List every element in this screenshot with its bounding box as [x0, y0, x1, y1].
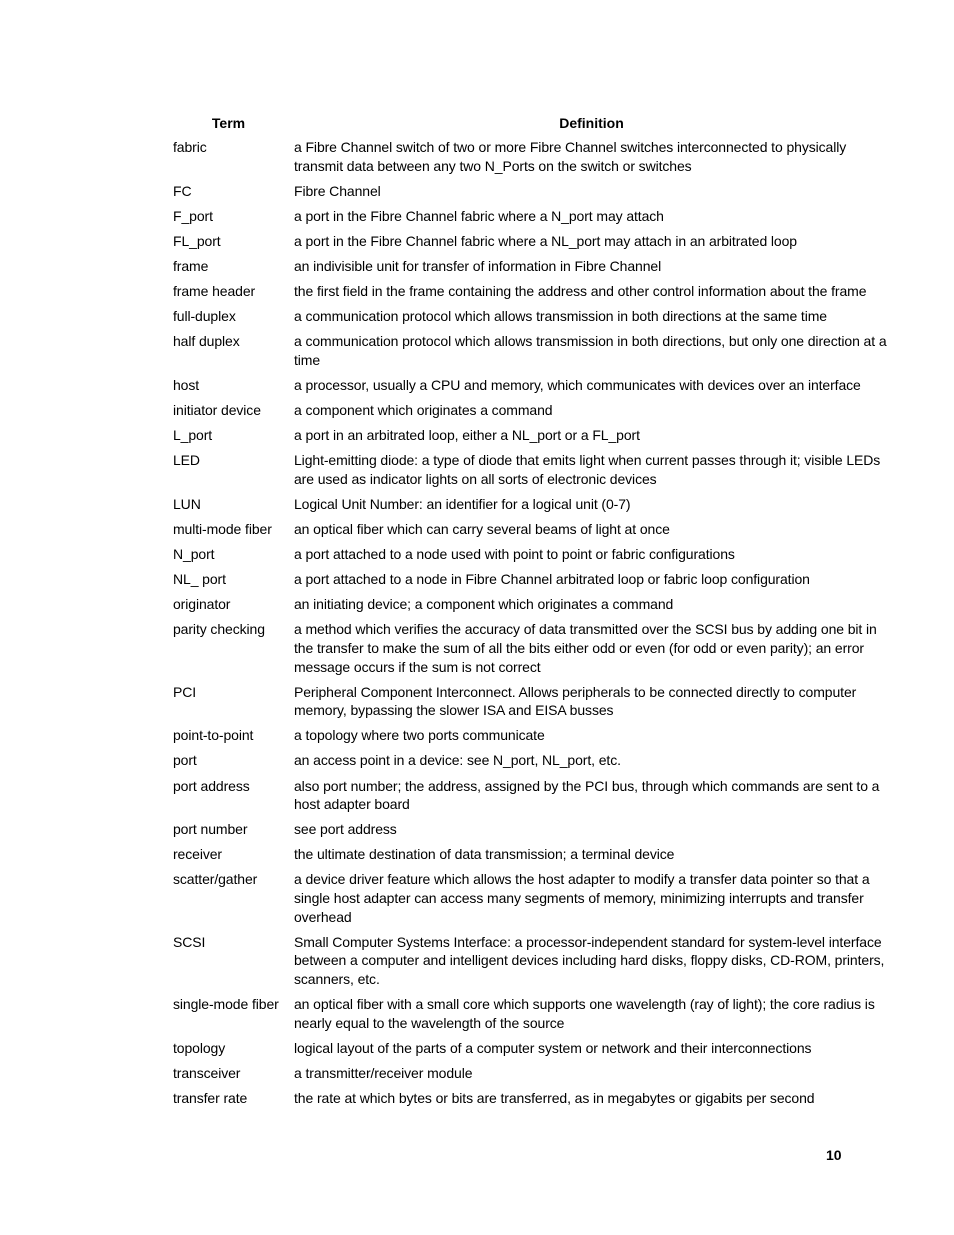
definition-cell: an optical fiber which can carry several beams of light at once [294, 521, 670, 537]
table-row [168, 932, 894, 994]
table-row [168, 450, 894, 494]
table-row [168, 619, 894, 681]
definition-cell: a communication protocol which allows transmission in both directions, but only one direction at a time [294, 333, 887, 368]
term-cell: FL_port [173, 232, 221, 249]
table-row [168, 819, 894, 844]
table-row [168, 1038, 894, 1063]
table-row [168, 776, 894, 820]
term-cell: topology [173, 1039, 226, 1056]
term-cell: NL_ port [173, 571, 226, 588]
definition-cell: a component which originates a command [294, 402, 553, 419]
definition-column-header: Definition [559, 115, 624, 131]
table-row [168, 682, 894, 726]
table-row [168, 844, 894, 869]
term-cell: N_port [173, 546, 215, 563]
term-cell: port number [173, 821, 248, 838]
table-row [168, 544, 894, 569]
definition-cell: the ultimate destination of data transmission; a terminal device [294, 846, 675, 863]
table-row [168, 750, 894, 775]
definition-cell: the rate at which bytes or bits are transferred, as in megabytes or gigabits per second [294, 1089, 815, 1106]
term-cell: initiator device [173, 402, 261, 419]
definition-cell: a communication protocol which allows transmission in both directions at the same time [294, 308, 827, 325]
term-cell: FC [173, 182, 192, 199]
term-cell: fabric [173, 139, 207, 155]
table-row [168, 375, 894, 400]
table-row [168, 281, 894, 306]
glossary-table-header [168, 112, 894, 137]
term-cell: single-mode fiber [173, 995, 279, 1012]
table-row [168, 256, 894, 281]
term-column-header: Term [211, 115, 246, 131]
definition-cell: a port in the Fibre Channel fabric where a N_port may attach [294, 207, 664, 224]
term-cell: port address [173, 777, 250, 794]
term-cell: host [173, 376, 200, 393]
definition-cell: an initiating device; a component which originates a command [294, 596, 674, 613]
term-cell: originator [173, 596, 231, 613]
term-cell: transfer rate [173, 1089, 248, 1106]
definition-cell: a processor, usually a CPU and memory, which communicates with devices over an interface [294, 376, 861, 393]
term-cell: receiver [173, 846, 222, 863]
definition-cell: the first field in the frame containing the address and other control information about the frame [294, 283, 867, 300]
term-cell: F_port [173, 207, 213, 224]
term-cell: port [173, 752, 197, 769]
term-cell: frame header [173, 283, 256, 300]
definition-cell: Light-emitting diode: a type of diode that emits light when current passes through it; visible LEDs are used as indicator lights on all sorts of electronic devices [294, 452, 881, 487]
term-cell: multi-mode fiber [173, 521, 272, 537]
definition-cell: a port in the Fibre Channel fabric where a NL_port may attach in an arbitrated loop [294, 232, 797, 249]
table-row [168, 494, 894, 519]
term-cell: point-to-point [173, 727, 254, 744]
definition-cell: a port attached to a node used with point to point or fabric configurations [294, 546, 735, 563]
definition-cell: a port attached to a node in Fibre Channel arbitrated loop or fabric loop configuration [294, 571, 810, 588]
term-cell: LUN [173, 495, 201, 512]
term-cell: half duplex [173, 333, 240, 350]
definition-cell: a method which verifies the accuracy of data transmitted over the SCSI bus by adding one bit in the transfer to make the sum of all the bits either odd or even (for odd or even parity); an error message occurs if the sum is not correct [294, 621, 877, 675]
table-row [168, 1063, 894, 1088]
definition-cell: logical layout of the parts of a computer system or network and their interconnections [294, 1039, 812, 1056]
definition-cell: see port address [294, 821, 397, 838]
definition-cell: a topology where two ports communicate [294, 727, 545, 744]
table-row [168, 869, 894, 931]
definition-cell: an access point in a device: see N_port, NL_port, etc. [294, 752, 621, 769]
definition-cell: also port number; the address, assigned by the PCI bus, through which commands are sent to a host adapter board [294, 777, 880, 813]
definition-cell: Small Computer Systems Interface: a processor-independent standard for system-level interface between a computer and intelligent devices including hard disks, floppy disks, CD-ROM, printers, scanners, etc. [294, 933, 885, 987]
term-cell: PCI [173, 683, 197, 700]
term-cell: full-duplex [173, 308, 236, 325]
page-number: 10 [826, 1147, 842, 1163]
table-row [168, 400, 894, 425]
table-row [168, 725, 894, 750]
definition-cell: a device driver feature which allows the host adapter to modify a transfer data pointer so that a single host adapter can access many segments of memory, minimizing interrupts and transfer overhead [294, 871, 870, 925]
table-row [168, 519, 894, 544]
table-row [168, 137, 894, 181]
table-row [168, 569, 894, 594]
table-row [168, 181, 894, 206]
table-row [168, 1088, 894, 1113]
term-cell: SCSI [173, 933, 206, 950]
term-cell: LED [173, 452, 200, 469]
glossary-table [168, 112, 894, 1113]
definition-cell: a Fibre Channel switch of two or more Fibre Channel switches interconnected to physically transmit data between any two N_Ports on the switch or switches [294, 139, 847, 174]
table-row [168, 594, 894, 619]
definition-cell: an indivisible unit for transfer of information in Fibre Channel [294, 257, 662, 274]
table-row [168, 425, 894, 450]
table-row [168, 331, 894, 375]
definition-cell: Logical Unit Number: an identifier for a logical unit (0-7) [294, 495, 631, 512]
term-cell: frame [173, 257, 209, 274]
definition-cell: an optical fiber with a small core which supports one wavelength (ray of light); the core radius is nearly equal to the wavelength of the source [294, 995, 875, 1031]
term-cell: transceiver [173, 1064, 241, 1081]
definition-cell: Fibre Channel [294, 182, 381, 199]
term-cell: L_port [173, 427, 213, 444]
table-row [168, 231, 894, 256]
definition-cell: a port in an arbitrated loop, either a NL_port or a FL_port [294, 427, 640, 444]
term-cell: scatter/gather [173, 871, 258, 888]
glossary-table-body [168, 137, 894, 1113]
table-row [168, 206, 894, 231]
header-row [168, 112, 894, 137]
table-row [168, 994, 894, 1038]
definition-cell: a transmitter/receiver module [294, 1064, 473, 1081]
table-row [168, 306, 894, 331]
term-cell: parity checking [173, 621, 265, 638]
definition-cell: Peripheral Component Interconnect. Allows peripherals to be connected directly to computer memory, bypassing the slower ISA and EISA busses [294, 683, 857, 719]
